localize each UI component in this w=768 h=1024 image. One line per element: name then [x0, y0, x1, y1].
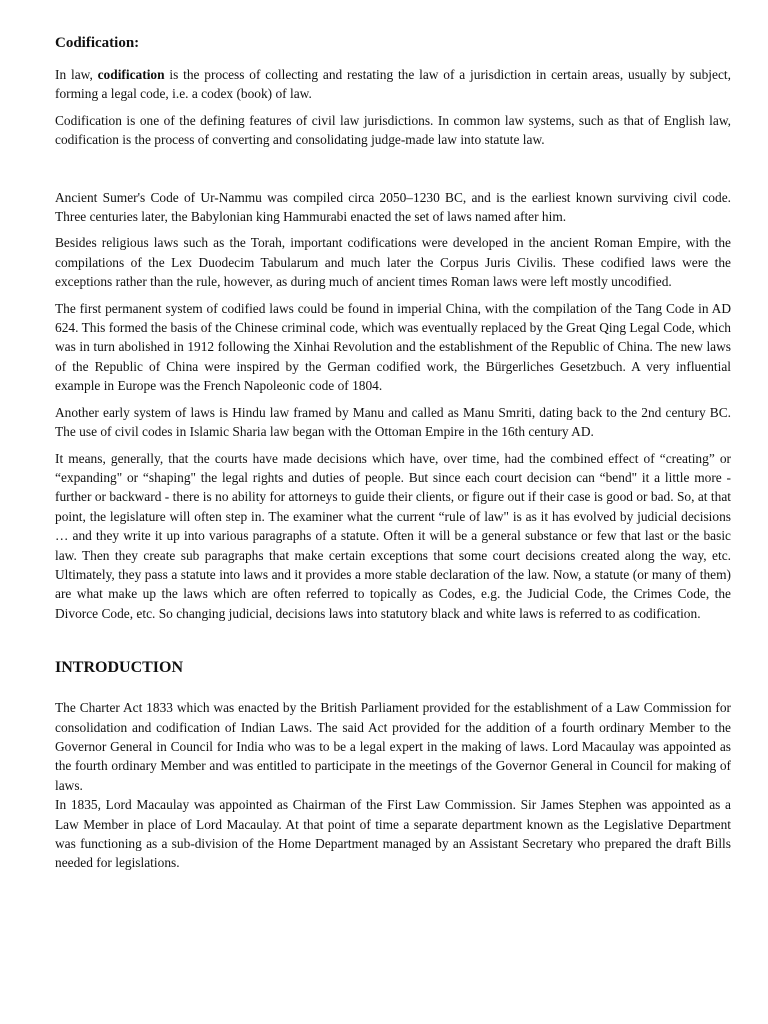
definition-lead-text: In law,	[55, 67, 98, 82]
section-heading-codification: Codification:	[55, 35, 140, 51]
document-page	[55, 33, 731, 880]
definition-trailing-text: is the process of collecting and restating the law of a jurisdiction in certain areas, usually by subject, forming a legal code, i.e. a codex (book) of law.	[55, 67, 731, 102]
paragraph-china: The first permanent system of codified laws could be found in imperial China, with the compilation of the Tang Code in AD 624. This formed the basis of the Chinese criminal code, which was eventually replaced by the Great Qing Legal Code, which was in turn abolished in 1912 following the Xinhai Revolution and the establishment of the Republic of China. The new laws of the Republic of China were inspired by the German codified work, the Bürgerliches Gesetzbuch. A very influential example in Europe was the French Napoleonic code of 1804.	[55, 300, 731, 394]
section-heading-introduction: INTRODUCTION	[55, 659, 184, 677]
paragraph-charter-act: The Charter Act 1833 which was enacted by the British Parliament provided for the establishment of a Law Commission for consolidation and codification of Indian Laws. The said Act provided for the addition of a fourth ordinary Member to the Governor General in Council for India who was to be a legal expert in the making of laws. Lord Macaulay was appointed as the fourth ordinary Member and was entitled to participate in the meetings of the Governor General in Council for making of laws.	[55, 700, 731, 793]
paragraph-hindu-law: Another early system of laws is Hindu law framed by Manu and called as Manu Smriti, dating back to the 2nd century BC. The use of civil codes in Islamic Sharia law began with the Ottoman Empire in the 16th century AD.	[55, 404, 731, 440]
paragraph-courts: It means, generally, that the courts have made decisions which have, over time, had the combined effect of “creating” or “expanding" or “shaping" the legal rights and duties of people. But since each court decision can “bend" it a little more - further or backward - there is no ability for attorneys to guide their clients, or figure out if their case is good or bad. So, at that point, the legislature will often step in. The examiner what the current “rule of law" is as it has evolved by judicial decisions … and they write it up into various paragraphs of a statute. Often it will be a general substance or few that last or the basic law. Then they create sub paragraphs that make certain exceptions that some court decisions created along the way, etc. Ultimately, they pass a statute into laws and it provides a more stable declaration of the law. Now, a statute (or many of them) are what make up the laws which are often referred to topically as Codes, e.g. the Judicial Code, the Crimes Code, the Divorce Code, etc. So changing judicial, decisions laws into statutory black and white laws is referred to as codification.	[55, 450, 731, 621]
paragraph-roman: Besides religious laws such as the Torah, important codifications were developed in the ancient Roman Empire, with the compilations of the Lex Duodecim Tabularum and much later the Corpus Juris Civilis. These codified laws were the exceptions rather than the rule, however, as during much of ancient times Roman laws were left mostly uncodified.	[55, 235, 731, 290]
definition-bold-term: codification	[97, 67, 165, 82]
paragraph-definition	[55, 65, 731, 104]
paragraph-macaulay: In 1835, Lord Macaulay was appointed as Chairman of the First Law Commission. Sir James Stephen was appointed as a Law Member in place of Lord Macaulay. At that point of time a separate department known as the Legislative Department was functioning as a sub-division of the Home Department managed by an Assistant Secretary who prepared the draft Bills needed for legislations.	[55, 797, 731, 871]
paragraph-civil-law: Codification is one of the defining features of civil law jurisdictions. In common law systems, such as that of English law, codification is the process of converting and consolidating judge-made law into statute law.	[55, 112, 731, 148]
paragraph-sumer: Ancient Sumer's Code of Ur-Nammu was compiled circa 2050–1230 BC, and is the earliest known surviving civil code. Three centuries later, the Babylonian king Hammurabi enacted the set of laws named after him.	[55, 189, 731, 225]
